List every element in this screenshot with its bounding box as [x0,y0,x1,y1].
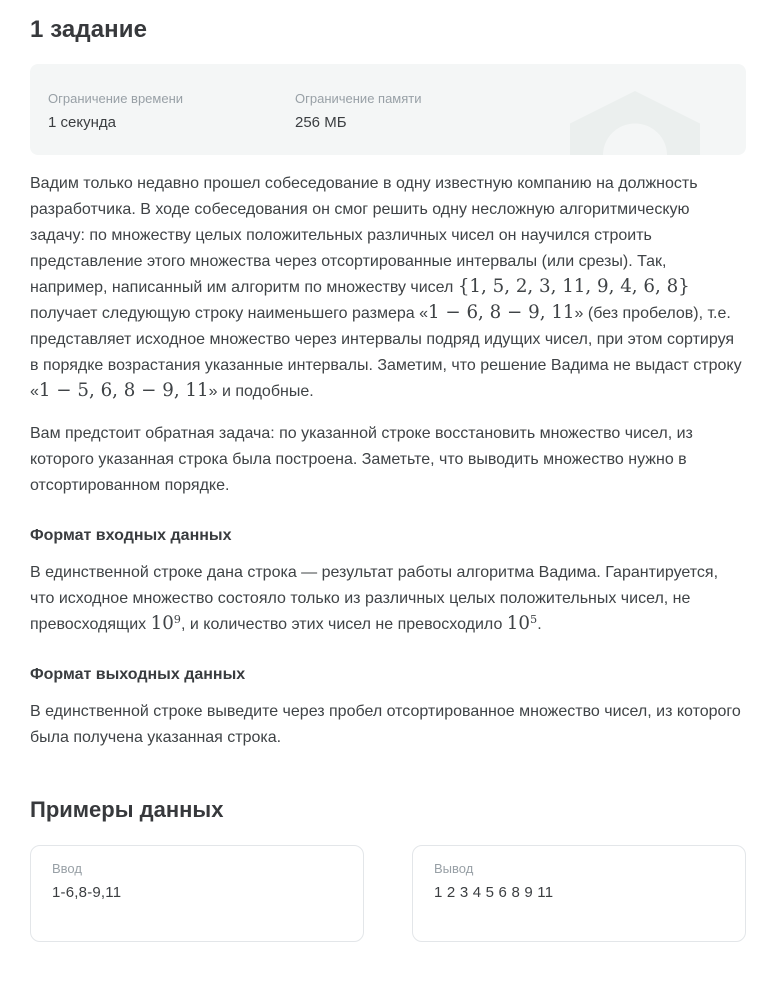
page-title: 1 задание [30,16,148,43]
inline-math: 1 − 6, 8 − 9, 11 [427,302,575,323]
output-format-heading: Формат выходных данных [30,666,246,683]
input-format-heading: Формат входных данных [30,527,232,544]
statement-paragraph-1: Вадим только недавно прошел собеседование в одну известную компанию на должность разработчика. В ходе собеседования он смог решить одну несложную алгоритмическую задачу: по множеству целых положительных различных чисел он научился строить представление этого множества через отсортированные интервалы (или срезы). Так, например, написанный им алгоритм по множеству чисел {1, 5, 2, 3, 11, 9, 4, 6, 8} получает следующую строку наименьшего размера «1 − 6, 8 − 9, 11» (без пробелов), т.е. представляет исходное множество через интервалы подряд идущих чисел, при этом сортируя в порядке возрастания указанные интервалы. Заметим, что решение Вадима не выдаст строку «1 − 5, 6, 8 − 9, 11» и подобные. [30,175,742,401]
inline-math: $10^5$ [506,612,538,634]
memory-limit-value: 256 МБ [295,114,347,131]
sample-output-value: 1 2 3 4 5 6 8 9 11 [434,884,554,901]
limits-panel [30,64,746,155]
inline-math: 1 − 5, 6, 8 − 9, 11 [38,380,209,401]
output-format-paragraph: В единственной строке выведите через пробел отсортированное множество чисел, из которого была получена указанная строка. [30,703,741,746]
memory-limit [295,91,422,132]
time-limit [48,91,295,132]
time-limit-label: Ограничение времени [48,91,184,106]
statement-paragraph-2: Вам предстоит обратная задача: по указанной строке восстановить множество чисел, из которого указанная строка была построена. Заметьте, что выводить множество нужно в отсортированном порядке. [30,425,693,494]
sample-input-card [30,845,364,942]
sample-input-value: 1-6,8-9,11 [52,884,122,901]
sample-output-label: Вывод [434,861,474,876]
input-format-paragraph: В единственной строке дана строка — результат работы алгоритма Вадима. Гарантируется, что исходное множество состояло только из различных целых положительных чисел, не превосходящих $10^9$, и количество этих чисел не превосходило $10^5$. [30,564,719,634]
inline-math: {1, 5, 2, 3, 11, 9, 4, 6, 8} [457,276,690,297]
sample-input-label: Ввод [52,861,82,876]
samples-row [30,845,746,942]
problem-statement [30,171,746,751]
samples-heading: Примеры данных [30,797,224,822]
time-limit-value: 1 секунда [48,114,116,131]
house-watermark-icon [570,91,700,155]
memory-limit-label: Ограничение памяти [295,91,422,106]
sample-output-card [412,845,746,942]
inline-math: $10^9$ [150,612,181,634]
